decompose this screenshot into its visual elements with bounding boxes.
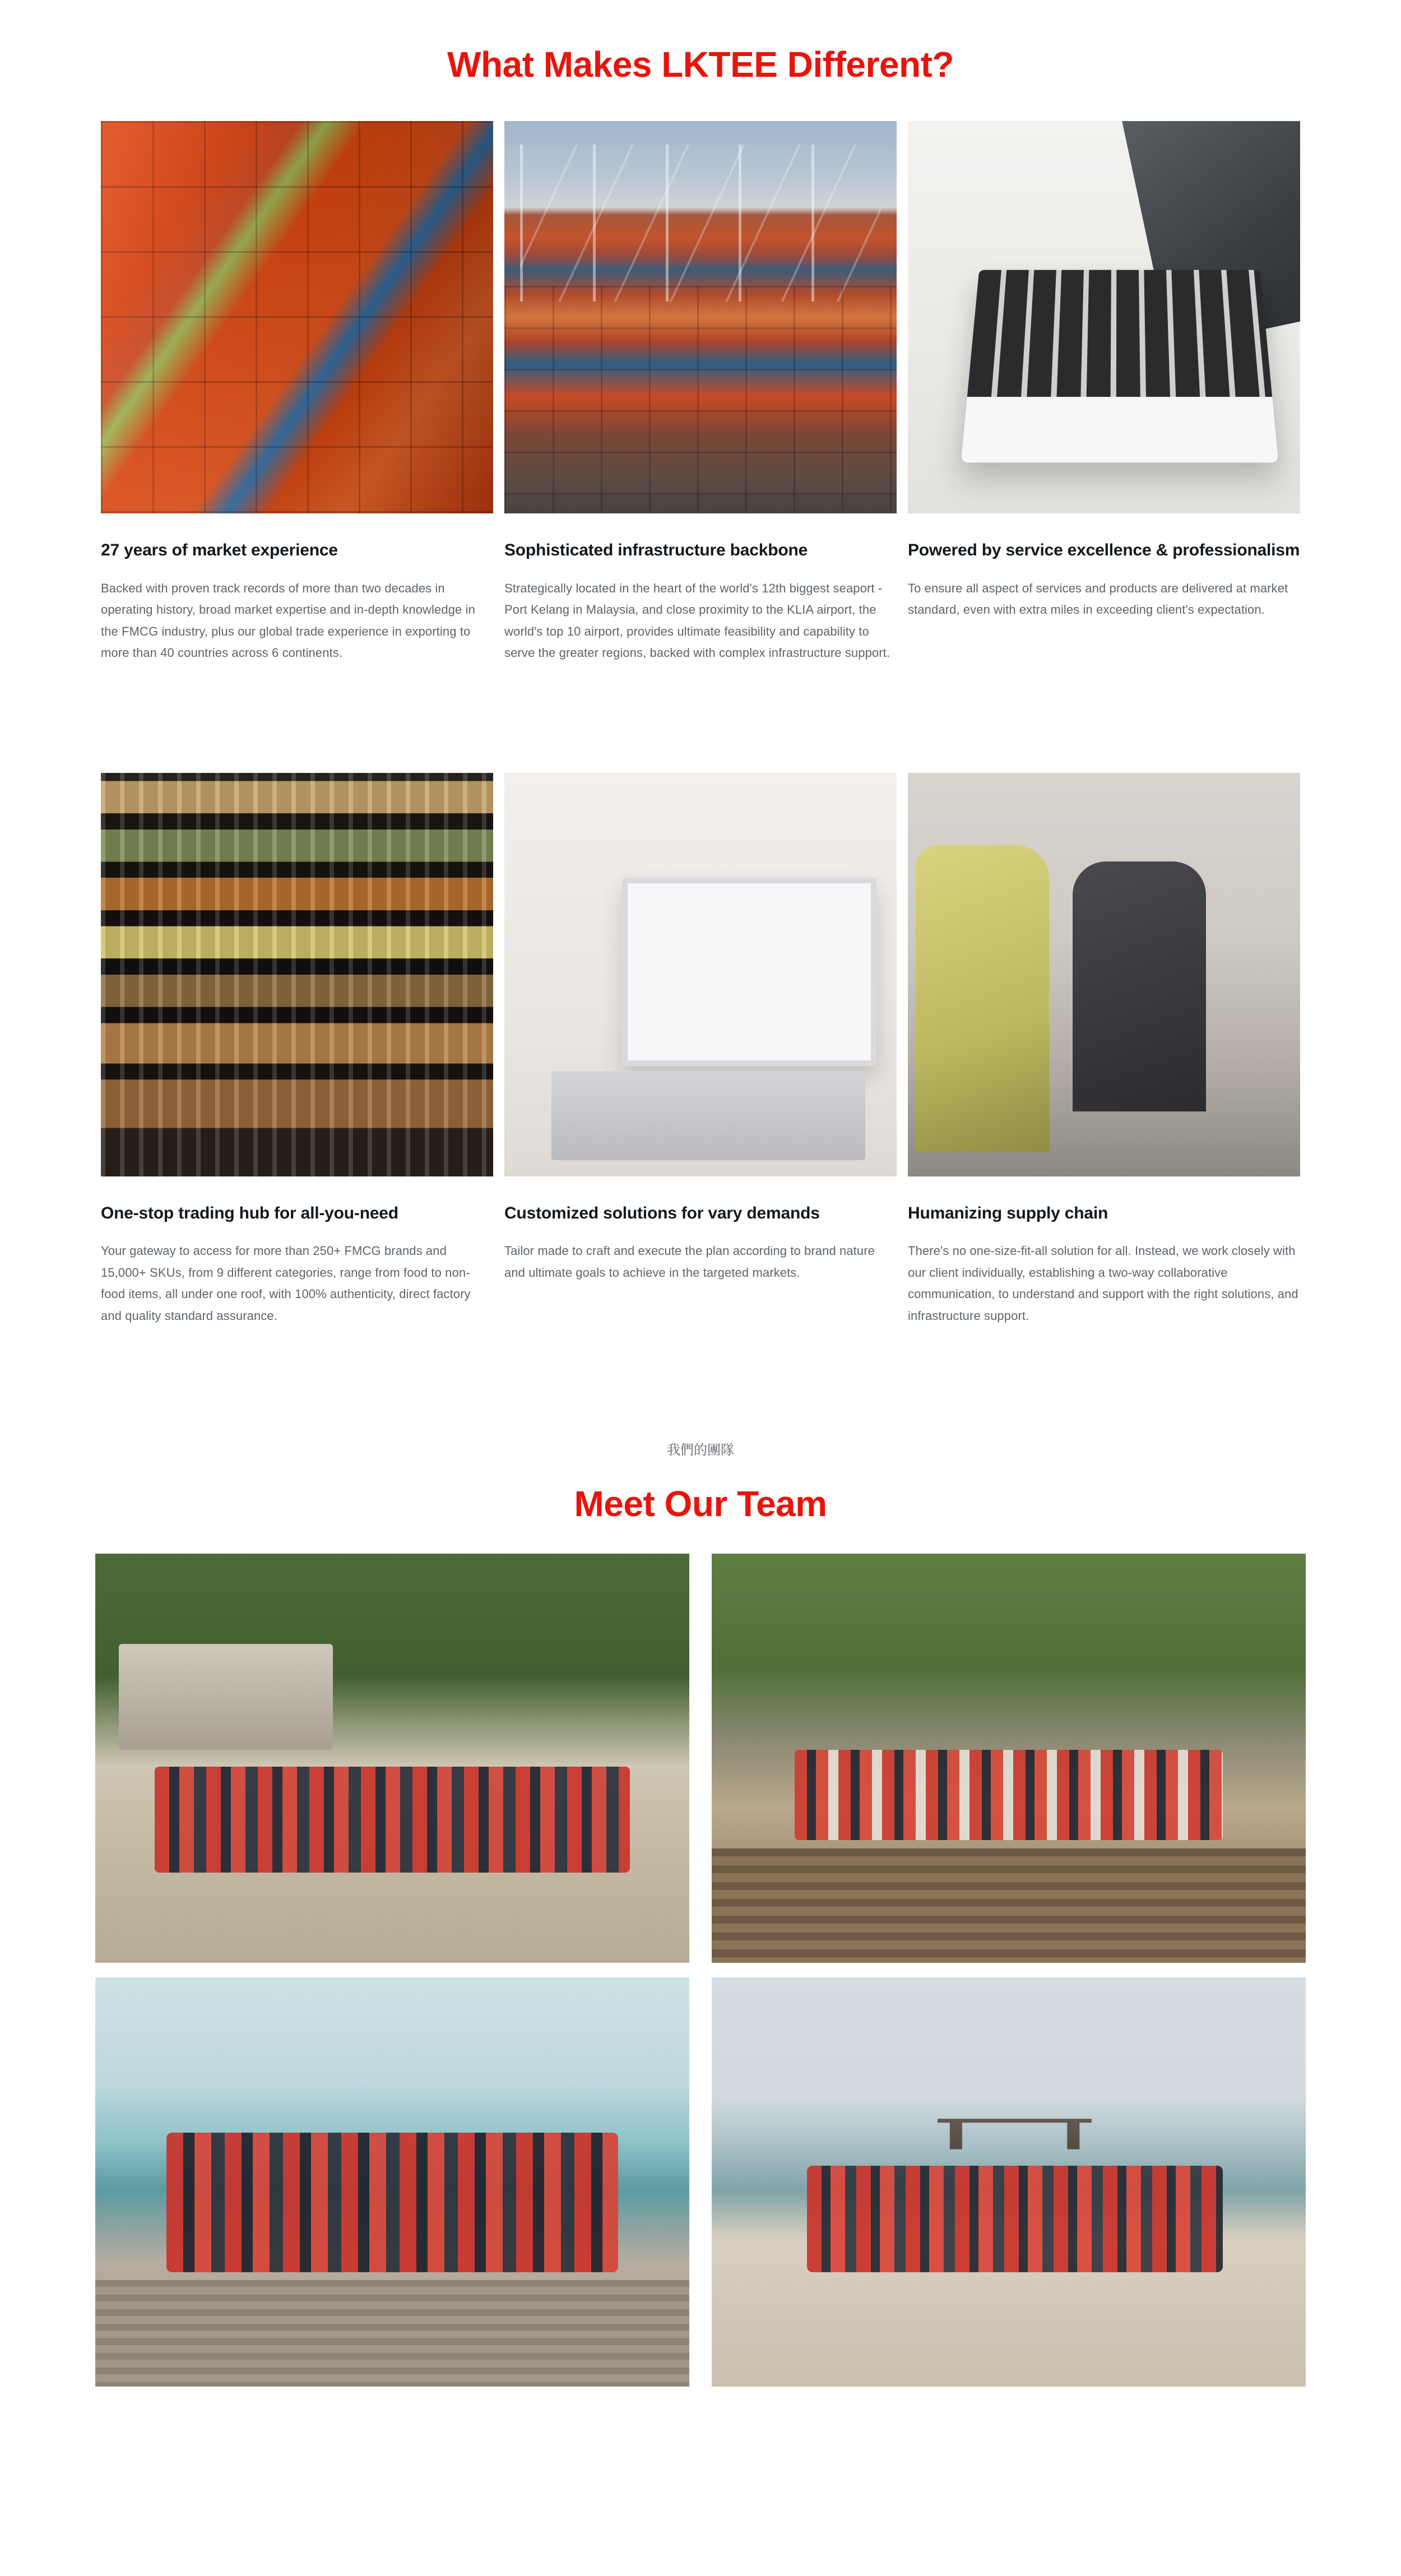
team-photo-grid (95, 1554, 1306, 2387)
feature-title: 27 years of market experience (101, 541, 338, 559)
feature-description: To ensure all aspect of services and products are delivered at market standard, even with extra miles in exceeding client's expectation. (908, 581, 1288, 617)
feature-grid-row-2 (101, 737, 1300, 1327)
feature-card (101, 773, 493, 1327)
feature-title: Sophisticated infrastructure backbone (504, 541, 808, 559)
page-title: What Makes LKTEE Different? (447, 44, 954, 85)
feature-title: Customized solutions for vary demands (504, 1203, 820, 1222)
laptop-desk-photo (908, 121, 1300, 513)
feature-description: Tailor made to craft and execute the plan according to brand nature and ultimate goals to achieve in the targeted markets. (504, 1244, 875, 1280)
laptop-world-map-photo (504, 773, 897, 1176)
feature-description: Strategically located in the heart of the world's 12th biggest seaport - Port Kelang in Malaysia, and close proximity to the KLIA airport, the world's top 10 airport, provides ultimate feasibility and capability to serve the greater regions, backed with complex infrastructure support. (504, 581, 890, 660)
team-photo-palm-trees-boardwalk (712, 1554, 1306, 1963)
port-crane-photo (504, 121, 897, 513)
feature-description: Your gateway to access for more than 250+ FMCG brands and 15,000+ SKUs, from 9 different categories, range from food to non-food items, all under one roof, with 100% authenticity, direct factory and quality standard assurance. (101, 1244, 471, 1323)
team-photo-jetty-seaside (95, 1977, 689, 2387)
grocery-shelves-photo (101, 773, 493, 1176)
feature-card (504, 121, 897, 664)
feature-description: There's no one-size-fit-all solution for all. Instead, we work closely with our client individually, establishing a two-way collaborative communication, to understand and support with the right solutions, and infrastructure support. (908, 1244, 1298, 1323)
feature-card (908, 121, 1300, 664)
feature-description: Backed with proven track records of more than two decades in operating history, broad market expertise and in-depth knowledge in the FMCG industry, plus our global trade experience in exporting to more than 40 countries across 6 continents. (101, 581, 475, 660)
row-spacer (0, 664, 1401, 737)
team-subtitle: 我們的團隊 (667, 1443, 734, 1458)
team-photo-pangkor-laut-resort (95, 1554, 689, 1963)
shipping-containers-photo (101, 121, 493, 513)
team-title: Meet Our Team (574, 1484, 827, 1524)
feature-grid-row-1 (101, 85, 1300, 664)
feature-title: Humanizing supply chain (908, 1203, 1108, 1222)
feature-card (504, 773, 897, 1327)
team-photo-beach-group (712, 1977, 1306, 2387)
feature-title: Powered by service excellence & professionalism (908, 541, 1300, 559)
feature-title: One-stop trading hub for all-you-need (101, 1203, 398, 1222)
feature-card (908, 773, 1300, 1327)
feature-card (101, 121, 493, 664)
office-meeting-photo (908, 773, 1300, 1176)
